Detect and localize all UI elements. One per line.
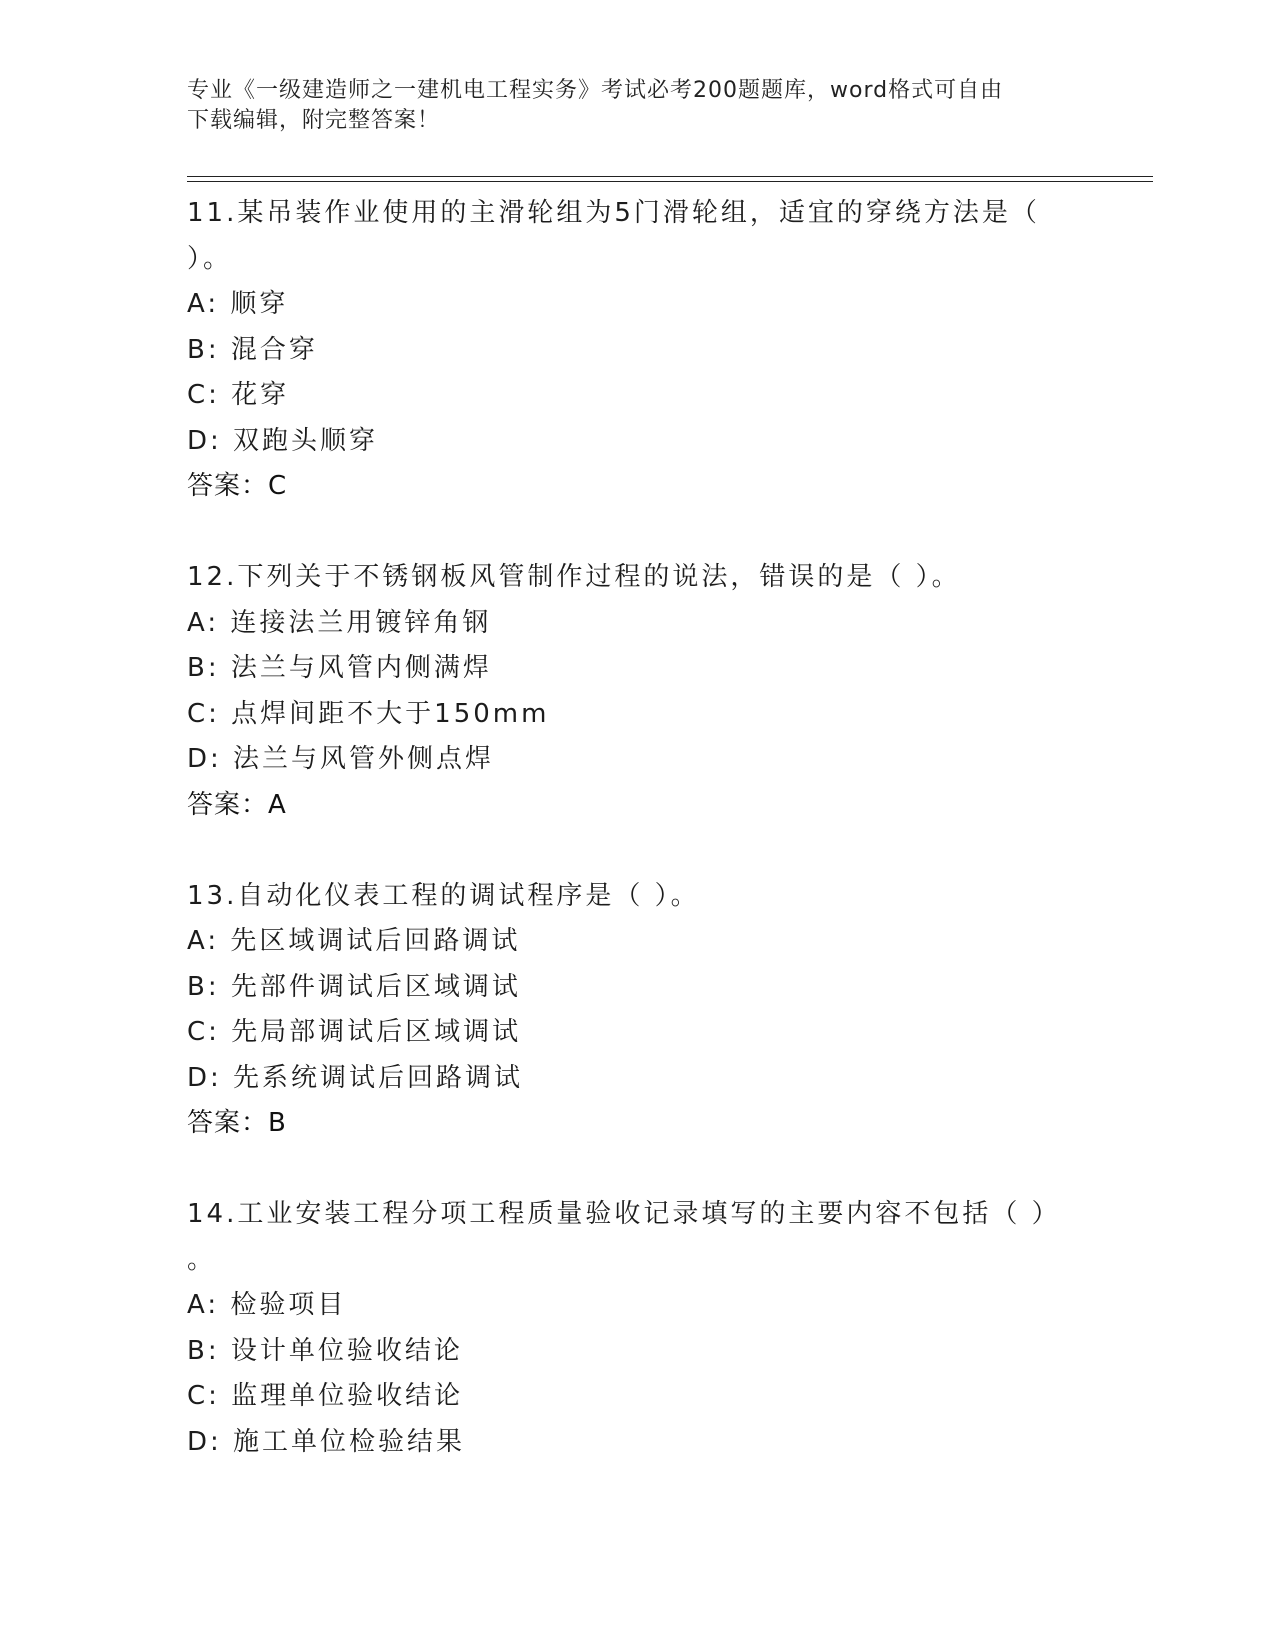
option-c: C: 花穿 (187, 380, 290, 410)
option-b: B: 法兰与风管内侧满焊 (187, 653, 492, 683)
question-13 (187, 874, 1087, 1193)
question-stem: 11.某吊装作业使用的主滑轮组为5门滑轮组，适宜的穿绕方法是（ (187, 198, 1040, 228)
option-a: A: 先区域调试后回路调试 (187, 926, 521, 956)
option-a: A: 连接法兰用镀锌角钢 (187, 607, 492, 638)
option-b: B: 设计单位验收结论 (187, 1335, 463, 1366)
question-stem: 13.自动化仪表工程的调试程序是（ ）。 (187, 880, 700, 911)
option-b: B: 先部件调试后区域调试 (187, 971, 521, 1002)
answer-line: 答案：C (187, 471, 288, 501)
option-d: D: 法兰与风管外侧点焊 (187, 744, 495, 774)
header-divider-bottom (187, 181, 1153, 182)
option-d: D: 施工单位检验结果 (187, 1426, 466, 1457)
question-gap (187, 828, 1087, 874)
option-a: A: 顺穿 (187, 289, 289, 319)
option-c: C: 监理单位验收结论 (187, 1381, 464, 1411)
option-a: A: 检验项目 (187, 1290, 347, 1320)
question-stem-continuation: 。 (187, 1244, 217, 1275)
question-12 (187, 555, 1087, 874)
answer-line: 答案：A (187, 789, 287, 820)
question-stem: 12.下列关于不锈钢板风管制作过程的说法，错误的是（ ）。 (187, 562, 961, 592)
document-header (187, 76, 1067, 136)
question-stem: 14.工业安装工程分项工程质量验收记录填写的主要内容不包括（ ） (187, 1199, 1061, 1229)
option-c: C: 先局部调试后区域调试 (187, 1017, 522, 1047)
header-line-1: 专业《一级建造师之一建机电工程实务》考试必考200题题库，word格式可自由 (187, 78, 1004, 103)
header-line-2: 下载编辑，附完整答案！ (187, 108, 441, 133)
answer-line: 答案：B (187, 1108, 287, 1138)
question-11 (187, 191, 1087, 555)
question-gap (187, 1147, 1087, 1193)
question-stem-continuation: ）。 (187, 243, 233, 274)
option-c: C: 点焊间距不大于150mm (187, 698, 550, 729)
option-b: B: 混合穿 (187, 334, 318, 365)
question-14 (187, 1192, 1087, 1465)
option-d: D: 双跑头顺穿 (187, 425, 379, 456)
question-list (187, 191, 1087, 1465)
header-divider-top (187, 176, 1153, 177)
option-d: D: 先系统调试后回路调试 (187, 1062, 524, 1093)
question-gap (187, 510, 1087, 556)
